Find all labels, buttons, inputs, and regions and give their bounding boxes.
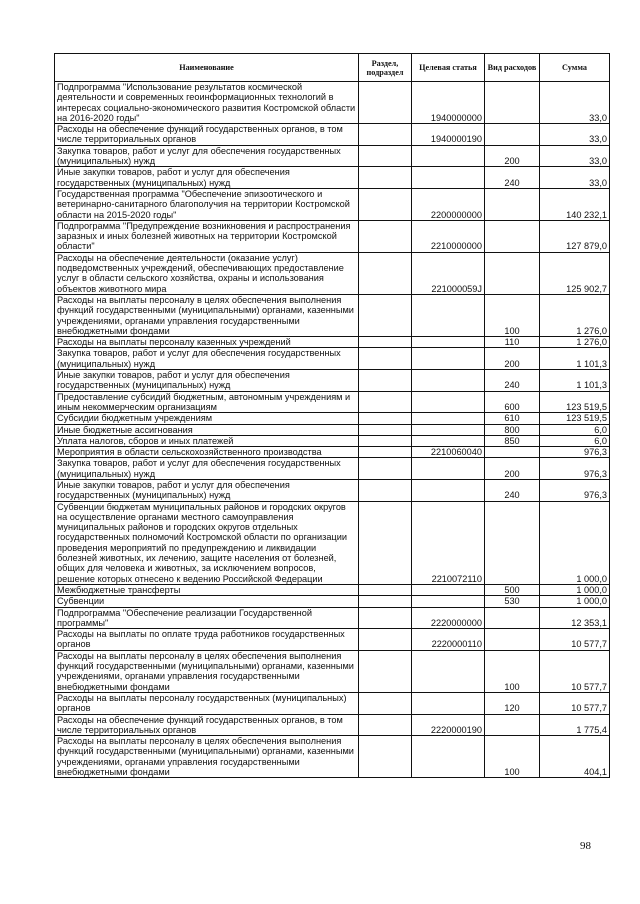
cell-kind: 240 — [485, 479, 540, 501]
table-row — [55, 167, 610, 189]
cell-section — [359, 82, 412, 124]
table-row — [55, 607, 610, 629]
cell-section — [359, 479, 412, 501]
cell-name: Мероприятия в области сельскохозяйственного производства — [55, 447, 359, 458]
cell-name: Подпрограмма "Предупреждение возникновения и распространения заразных и иных болезней животных на территории Костромской области" — [55, 220, 359, 252]
cell-name: Расходы на выплаты персоналу в целях обеспечения выполнения функций государственными (муниципальными) органами, казенными учреждениями, органами управления государственными внебюджетными фондами — [55, 294, 359, 336]
cell-sum: 33,0 — [540, 82, 610, 124]
cell-kind — [485, 629, 540, 651]
cell-sum: 125 902,7 — [540, 252, 610, 294]
cell-name: Государственная программа "Обеспечение эпизоотического и ветеринарно-санитарного благополучия на территории Костромской области на 2015-2020 годы" — [55, 188, 359, 220]
cell-sum: 976,3 — [540, 447, 610, 458]
table-body — [55, 82, 610, 778]
cell-name: Подпрограмма "Обеспечение реализации Государственной программы" — [55, 607, 359, 629]
cell-sum: 1 101,3 — [540, 370, 610, 392]
cell-sum: 976,3 — [540, 479, 610, 501]
cell-sum: 1 000,0 — [540, 501, 610, 584]
table-row — [55, 124, 610, 146]
cell-section — [359, 435, 412, 446]
cell-article: 2220000110 — [412, 629, 485, 651]
cell-article: 2210000000 — [412, 220, 485, 252]
cell-section — [359, 501, 412, 584]
cell-name: Уплата налогов, сборов и иных платежей — [55, 435, 359, 446]
cell-kind — [485, 714, 540, 736]
table-row — [55, 584, 610, 595]
table-row — [55, 714, 610, 736]
cell-section — [359, 391, 412, 413]
cell-kind: 100 — [485, 294, 540, 336]
table-row — [55, 501, 610, 584]
cell-name: Субсидии бюджетным учреждениям — [55, 413, 359, 424]
cell-sum: 1 000,0 — [540, 596, 610, 607]
cell-sum: 33,0 — [540, 167, 610, 189]
cell-sum: 10 577,7 — [540, 650, 610, 692]
cell-article: 2210072110 — [412, 501, 485, 584]
table-row — [55, 479, 610, 501]
cell-kind: 600 — [485, 391, 540, 413]
cell-sum: 33,0 — [540, 145, 610, 167]
cell-sum: 140 232,1 — [540, 188, 610, 220]
cell-sum: 6,0 — [540, 435, 610, 446]
cell-section — [359, 692, 412, 714]
table-row — [55, 447, 610, 458]
cell-section — [359, 337, 412, 348]
cell-section — [359, 584, 412, 595]
cell-name: Иные закупки товаров, работ и услуг для обеспечения государственных (муниципальных) нужд — [55, 167, 359, 189]
cell-article: 2200000000 — [412, 188, 485, 220]
cell-kind: 200 — [485, 458, 540, 480]
table-row — [55, 188, 610, 220]
cell-kind: 110 — [485, 337, 540, 348]
table-row — [55, 692, 610, 714]
table-row — [55, 145, 610, 167]
cell-article — [412, 145, 485, 167]
table-row — [55, 294, 610, 336]
cell-kind: 100 — [485, 736, 540, 778]
cell-section — [359, 124, 412, 146]
cell-name: Межбюджетные трансферты — [55, 584, 359, 595]
cell-sum: 976,3 — [540, 458, 610, 480]
cell-section — [359, 629, 412, 651]
cell-kind — [485, 447, 540, 458]
cell-article — [412, 479, 485, 501]
table-row — [55, 348, 610, 370]
cell-sum: 1 775,4 — [540, 714, 610, 736]
cell-article — [412, 294, 485, 336]
cell-section — [359, 714, 412, 736]
cell-sum: 12 353,1 — [540, 607, 610, 629]
cell-name: Закупка товаров, работ и услуг для обеспечения государственных (муниципальных) нужд — [55, 458, 359, 480]
cell-section — [359, 167, 412, 189]
cell-kind — [485, 607, 540, 629]
header-article: Целевая статья — [412, 54, 485, 82]
cell-sum: 1 000,0 — [540, 584, 610, 595]
cell-name: Расходы на выплаты по оплате труда работников государственных органов — [55, 629, 359, 651]
header-sum: Сумма — [540, 54, 610, 82]
cell-name: Расходы на обеспечение деятельности (оказание услуг) подведомственных учреждений, обеспечивающих предоставление услуг в области сельского хозяйства, охраны и использования объектов животного мира — [55, 252, 359, 294]
cell-kind — [485, 501, 540, 584]
cell-article — [412, 458, 485, 480]
cell-article — [412, 413, 485, 424]
cell-article — [412, 337, 485, 348]
cell-name: Расходы на обеспечение функций государственных органов, в том числе территориальных органов — [55, 124, 359, 146]
cell-article — [412, 167, 485, 189]
cell-article: 221000059J — [412, 252, 485, 294]
cell-sum: 33,0 — [540, 124, 610, 146]
cell-sum: 1 276,0 — [540, 337, 610, 348]
cell-sum: 10 577,7 — [540, 692, 610, 714]
cell-article: 2210060040 — [412, 447, 485, 458]
cell-name: Иные закупки товаров, работ и услуг для обеспечения государственных (муниципальных) нужд — [55, 370, 359, 392]
table-row — [55, 629, 610, 651]
table-row — [55, 220, 610, 252]
table-row — [55, 650, 610, 692]
table-row — [55, 424, 610, 435]
table-row — [55, 252, 610, 294]
cell-kind: 800 — [485, 424, 540, 435]
cell-kind — [485, 220, 540, 252]
table-row — [55, 82, 610, 124]
budget-table — [54, 53, 610, 778]
cell-name: Расходы на выплаты персоналу казенных учреждений — [55, 337, 359, 348]
cell-kind: 100 — [485, 650, 540, 692]
cell-name: Иные бюджетные ассигнования — [55, 424, 359, 435]
cell-article — [412, 650, 485, 692]
cell-kind — [485, 252, 540, 294]
cell-kind: 850 — [485, 435, 540, 446]
cell-kind: 120 — [485, 692, 540, 714]
cell-article — [412, 435, 485, 446]
cell-sum: 404,1 — [540, 736, 610, 778]
table-row — [55, 370, 610, 392]
cell-section — [359, 370, 412, 392]
cell-kind: 240 — [485, 370, 540, 392]
cell-section — [359, 145, 412, 167]
table-row — [55, 413, 610, 424]
cell-sum: 127 879,0 — [540, 220, 610, 252]
cell-section — [359, 348, 412, 370]
cell-section — [359, 424, 412, 435]
cell-article — [412, 348, 485, 370]
cell-name: Расходы на выплаты персоналу в целях обеспечения выполнения функций государственными (муниципальными) органами, казенными учреждениями, органами управления государственными внебюджетными фондами — [55, 736, 359, 778]
header-name: Наименование — [55, 54, 359, 82]
cell-sum: 6,0 — [540, 424, 610, 435]
cell-sum: 123 519,5 — [540, 391, 610, 413]
cell-name: Закупка товаров, работ и услуг для обеспечения государственных (муниципальных) нужд — [55, 145, 359, 167]
cell-article — [412, 692, 485, 714]
cell-sum: 123 519,5 — [540, 413, 610, 424]
cell-article — [412, 391, 485, 413]
table-row — [55, 391, 610, 413]
cell-section — [359, 188, 412, 220]
cell-kind — [485, 82, 540, 124]
cell-section — [359, 607, 412, 629]
cell-article: 1940000190 — [412, 124, 485, 146]
cell-sum: 1 276,0 — [540, 294, 610, 336]
cell-kind — [485, 188, 540, 220]
cell-kind: 200 — [485, 348, 540, 370]
cell-section — [359, 447, 412, 458]
cell-kind: 500 — [485, 584, 540, 595]
cell-article: 1940000000 — [412, 82, 485, 124]
table-header-row — [55, 54, 610, 82]
cell-name: Расходы на выплаты персоналу в целях обеспечения выполнения функций государственными (муниципальными) органами, казенными учреждениями, органами управления государственными внебюджетными фондами — [55, 650, 359, 692]
header-kind: Вид расходов — [485, 54, 540, 82]
cell-article — [412, 584, 485, 595]
cell-section — [359, 736, 412, 778]
cell-name: Расходы на выплаты персоналу государственных (муниципальных) органов — [55, 692, 359, 714]
cell-section — [359, 413, 412, 424]
cell-name: Закупка товаров, работ и услуг для обеспечения государственных (муниципальных) нужд — [55, 348, 359, 370]
cell-name: Подпрограмма "Использование результатов космической деятельности и современных геоинформационных технологий в интересах социально-экономического развития Костромской области на 2016-2020 годы" — [55, 82, 359, 124]
cell-kind: 610 — [485, 413, 540, 424]
cell-kind: 240 — [485, 167, 540, 189]
table-row — [55, 596, 610, 607]
cell-name: Субвенции бюджетам муниципальных районов и городских округов на осуществление органами местного самоуправления муниципальных районов и городских округов отдельных государственных полномочий Костромской области по организации проведения мероприятий по предупреждению и ликвидации болезней животных, их лечению, защите населения от болезней, общих для человека и животных, за исключением вопросов, решение которых отнесено к ведению Российской Федерации — [55, 501, 359, 584]
cell-section — [359, 650, 412, 692]
table-row — [55, 458, 610, 480]
cell-section — [359, 220, 412, 252]
cell-kind — [485, 124, 540, 146]
cell-section — [359, 458, 412, 480]
cell-kind: 200 — [485, 145, 540, 167]
cell-article: 2220000000 — [412, 607, 485, 629]
cell-name: Расходы на обеспечение функций государственных органов, в том числе территориальных органов — [55, 714, 359, 736]
cell-article — [412, 596, 485, 607]
cell-name: Предоставление субсидий бюджетным, автономным учреждениям и иным некоммерческим организациям — [55, 391, 359, 413]
header-section: Раздел, подраздел — [359, 54, 412, 82]
cell-article — [412, 370, 485, 392]
cell-sum: 10 577,7 — [540, 629, 610, 651]
cell-kind: 530 — [485, 596, 540, 607]
page-number: 98 — [580, 840, 591, 852]
table-row — [55, 736, 610, 778]
table-row — [55, 435, 610, 446]
cell-name: Иные закупки товаров, работ и услуг для обеспечения государственных (муниципальных) нужд — [55, 479, 359, 501]
cell-section — [359, 596, 412, 607]
cell-section — [359, 252, 412, 294]
cell-article — [412, 736, 485, 778]
cell-sum: 1 101,3 — [540, 348, 610, 370]
cell-article: 2220000190 — [412, 714, 485, 736]
cell-name: Субвенции — [55, 596, 359, 607]
budget-table-sheet — [54, 53, 609, 778]
cell-article — [412, 424, 485, 435]
table-row — [55, 337, 610, 348]
cell-section — [359, 294, 412, 336]
